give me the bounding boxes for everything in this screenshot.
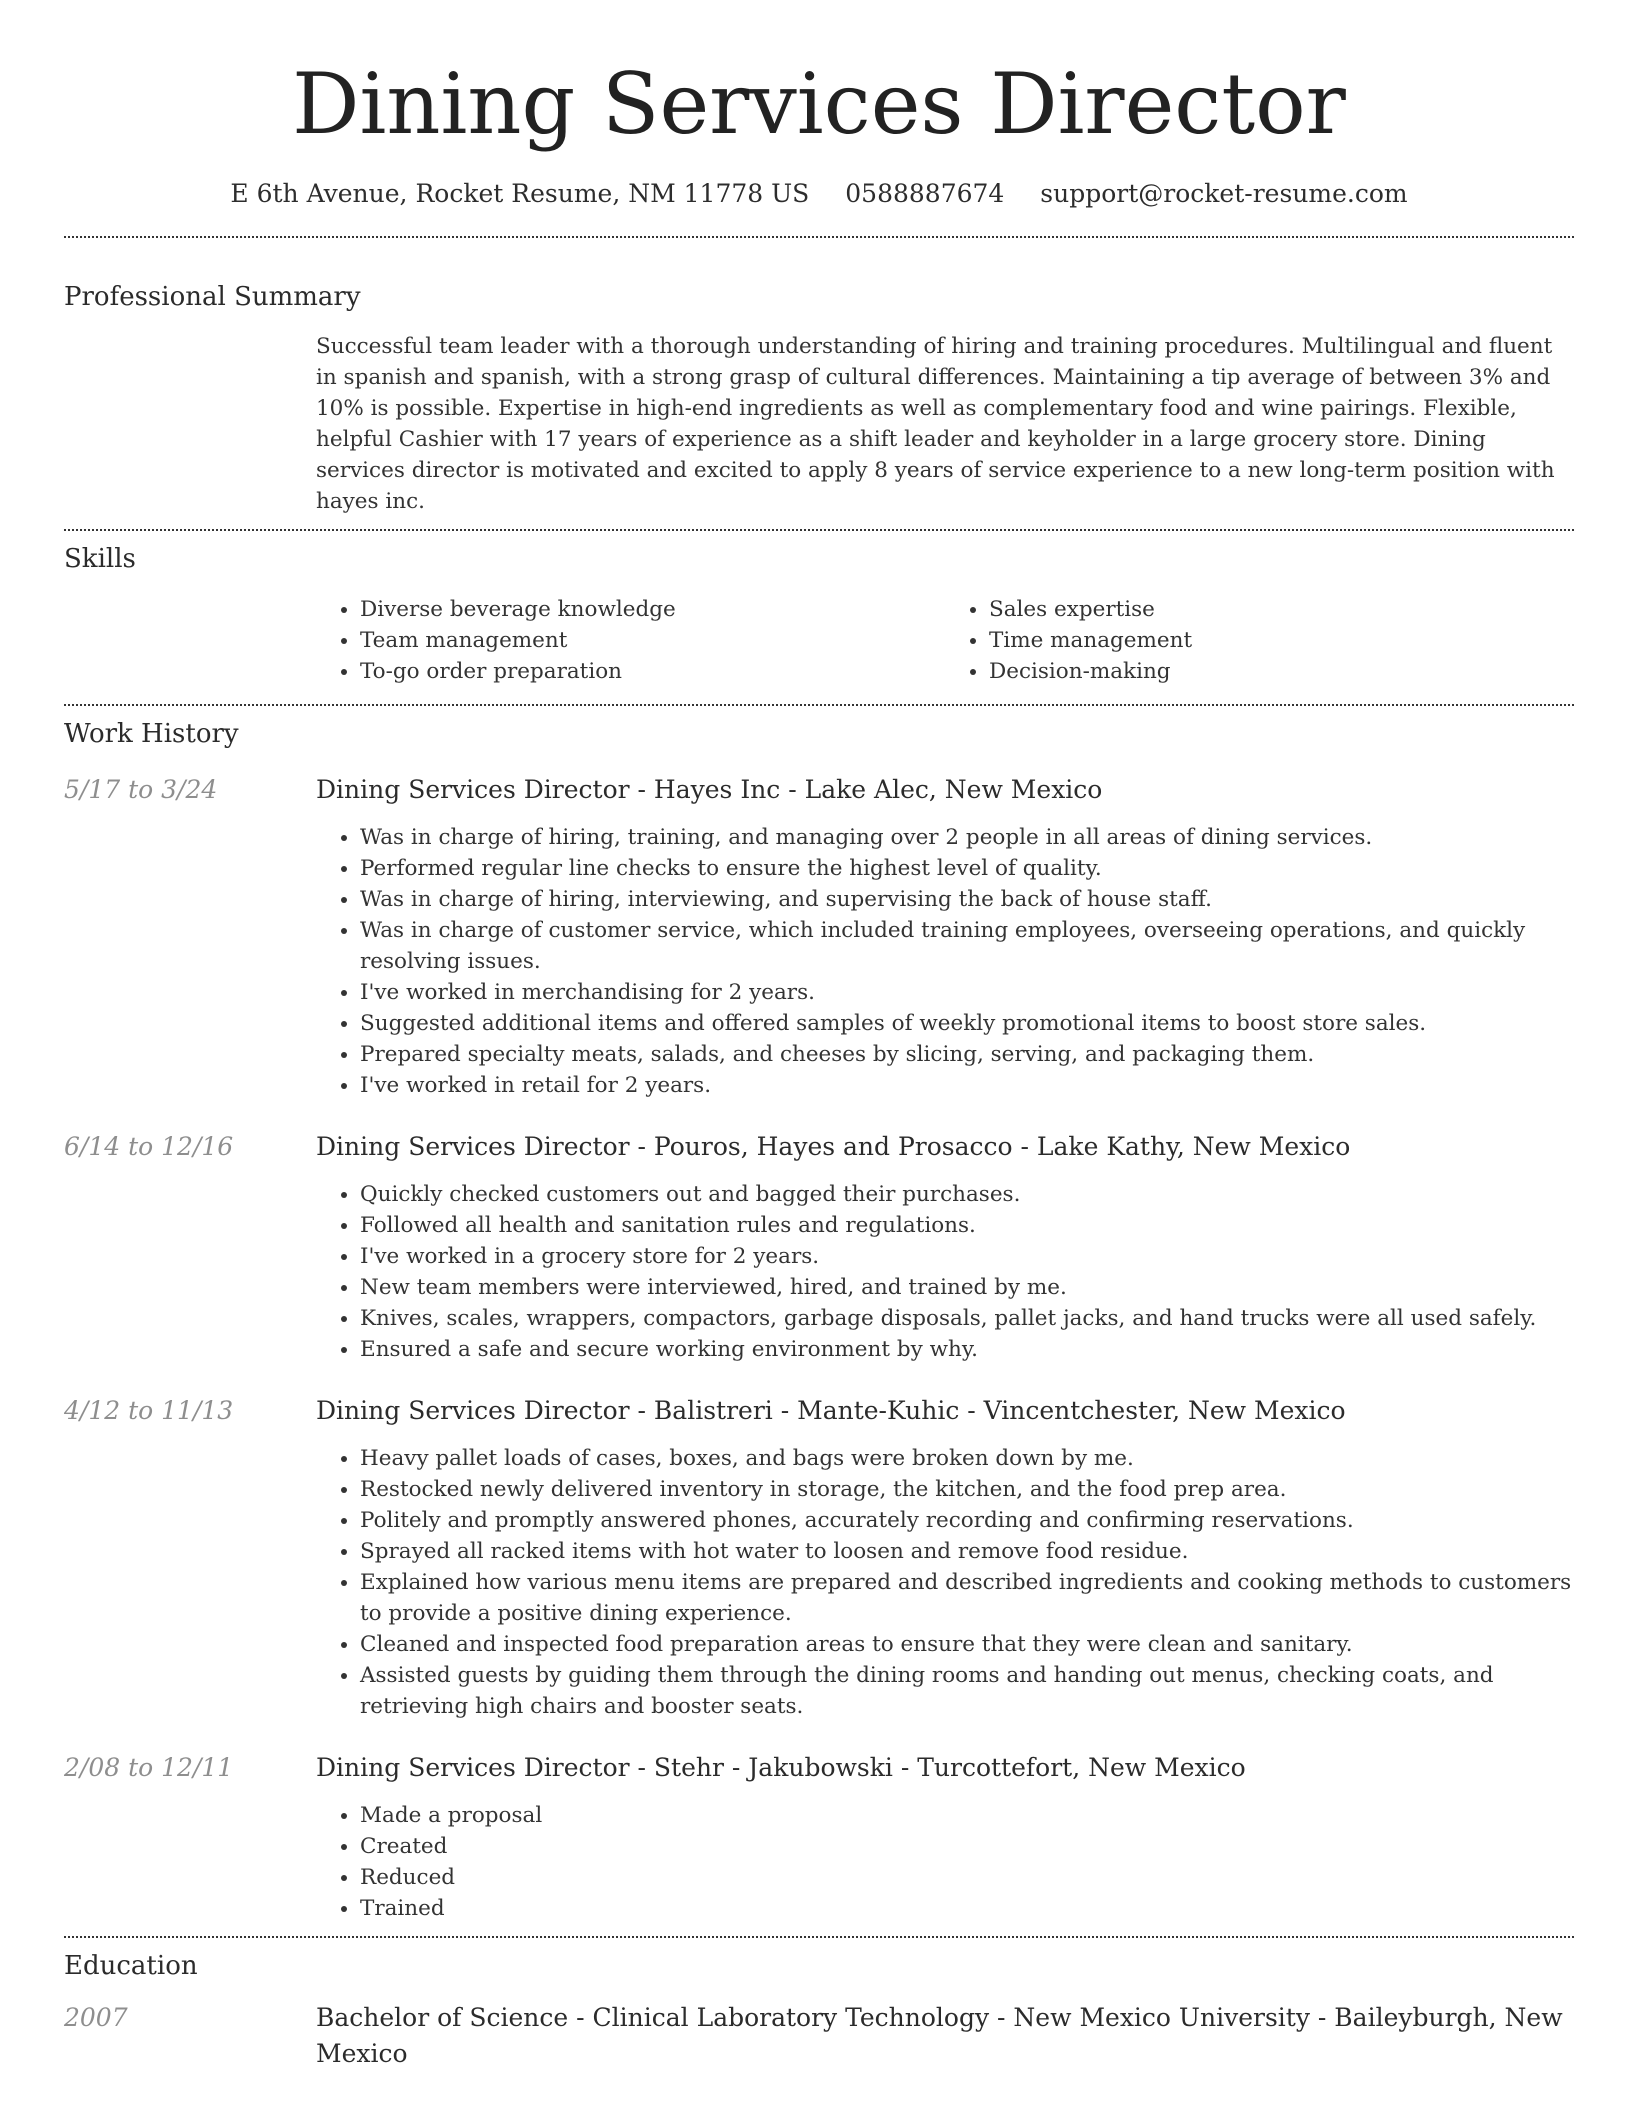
list-item: • I've worked in a grocery store for 2 years. (360, 1241, 1574, 1272)
job-bullets (316, 1800, 1574, 1924)
section-divider (64, 236, 1574, 238)
summary-heading: Professional Summary (64, 282, 361, 312)
job-dates: 5/17 to 3/24 (64, 775, 218, 804)
skill-item: • Team management (360, 625, 945, 656)
contact-phone: 0588887674 (845, 179, 1005, 208)
section-divider (64, 529, 1574, 531)
job-dates: 4/12 to 11/13 (64, 1396, 234, 1425)
job-entry (64, 1129, 1574, 1365)
summary-text: Successful team leader with a thorough understanding of hiring and training procedures. Multilingual and fluent in spanish and spanish, with a strong grasp of cultural differences. Maintaining a tip average of between 3% and 10% is possible. Expertise in high-end ingredients as well as complementary food and wine pairings. Flexible, helpful Cashier with 17 years of experience as a shift leader and keyholder in a large grocery store. Dining services director is motivated and excited to apply 8 years of service experience to a new long-term position with hayes inc. (316, 334, 1555, 514)
list-item: • Was in charge of hiring, training, and managing over 2 people in all areas of dining services. (360, 822, 1574, 853)
work-heading: Work History (64, 719, 239, 749)
contact-email[interactable]: support@rocket-resume.com (1040, 179, 1408, 208)
list-item: • Politely and promptly answered phones, accurately recording and confirming reservations. (360, 1505, 1574, 1536)
skill-item: • Decision-making (989, 656, 1574, 687)
list-item: • Created (360, 1831, 1574, 1862)
list-item: • Cleaned and inspected food preparation areas to ensure that they were clean and sanitary. (360, 1629, 1574, 1660)
list-item: • Made a proposal (360, 1800, 1574, 1831)
skill-item: • Sales expertise (989, 594, 1574, 625)
job-title: Dining Services Director - Hayes Inc - Lake Alec, New Mexico (316, 775, 1103, 804)
skill-item: • To-go order preparation (360, 656, 945, 687)
job-bullets (316, 1443, 1574, 1722)
list-item: • Ensured a safe and secure working environment by why. (360, 1334, 1574, 1365)
section-divider (64, 1936, 1574, 1938)
list-item: • Knives, scales, wrappers, compactors, garbage disposals, pallet jacks, and hand trucks were all used safely. (360, 1303, 1574, 1334)
list-item: • Performed regular line checks to ensure the highest level of quality. (360, 853, 1574, 884)
list-item: • Sprayed all racked items with hot water to loosen and remove food residue. (360, 1536, 1574, 1567)
list-item: • Trained (360, 1893, 1574, 1924)
job-bullets (316, 1179, 1574, 1365)
section-divider (64, 704, 1574, 706)
job-bullets (316, 822, 1574, 1101)
list-item: • Suggested additional items and offered samples of weekly promotional items to boost store sales. (360, 1008, 1574, 1039)
list-item: • I've worked in merchandising for 2 years. (360, 977, 1574, 1008)
list-item: • New team members were interviewed, hired, and trained by me. (360, 1272, 1574, 1303)
job-dates: 2/08 to 12/11 (64, 1753, 234, 1782)
list-item: • Was in charge of customer service, which included training employees, overseeing operations, and quickly resolving issues. (360, 915, 1574, 977)
skill-item: • Time management (989, 625, 1574, 656)
job-title: Dining Services Director - Balistreri - Mante-Kuhic - Vincentchester, New Mexico (316, 1396, 1346, 1425)
skills-list (316, 594, 1574, 687)
job-entry (64, 1393, 1574, 1722)
contact-address: E 6th Avenue, Rocket Resume, NM 11778 US (230, 179, 810, 208)
education-title: Bachelor of Science - Clinical Laboratory Technology - New Mexico University - Baileyburgh, New Mexico (316, 2003, 1563, 2068)
education-entry (64, 2000, 1574, 2072)
contact-line (64, 176, 1574, 212)
job-entry (64, 1750, 1574, 1924)
job-dates: 6/14 to 12/16 (64, 1132, 234, 1161)
skills-column-left (316, 594, 945, 687)
education-heading: Education (64, 1951, 198, 1981)
job-title: Dining Services Director - Pouros, Hayes and Prosacco - Lake Kathy, New Mexico (316, 1132, 1351, 1161)
resume-name: Dining Services Director (292, 55, 1346, 153)
job-title: Dining Services Director - Stehr - Jakubowski - Turcottefort, New Mexico (316, 1753, 1246, 1782)
list-item: • Reduced (360, 1862, 1574, 1893)
list-item: • Followed all health and sanitation rules and regulations. (360, 1210, 1574, 1241)
list-item: • Explained how various menu items are prepared and described ingredients and cooking methods to customers to provide a positive dining experience. (360, 1567, 1574, 1629)
skills-column-right (945, 594, 1574, 687)
job-entry (64, 772, 1574, 1101)
skill-item: • Diverse beverage knowledge (360, 594, 945, 625)
skills-heading: Skills (64, 544, 136, 574)
education-year: 2007 (64, 2003, 128, 2032)
list-item: • Quickly checked customers out and bagged their purchases. (360, 1179, 1574, 1210)
list-item: • Restocked newly delivered inventory in storage, the kitchen, and the food prep area. (360, 1474, 1574, 1505)
resume-page (64, 0, 1574, 2072)
list-item: • Prepared specialty meats, salads, and cheeses by slicing, serving, and packaging them. (360, 1039, 1574, 1070)
list-item: • Heavy pallet loads of cases, boxes, and bags were broken down by me. (360, 1443, 1574, 1474)
list-item: • Was in charge of hiring, interviewing, and supervising the back of house staff. (360, 884, 1574, 915)
list-item: • I've worked in retail for 2 years. (360, 1070, 1574, 1101)
list-item: • Assisted guests by guiding them through the dining rooms and handing out menus, checking coats, and retrieving high chairs and booster seats. (360, 1660, 1574, 1722)
